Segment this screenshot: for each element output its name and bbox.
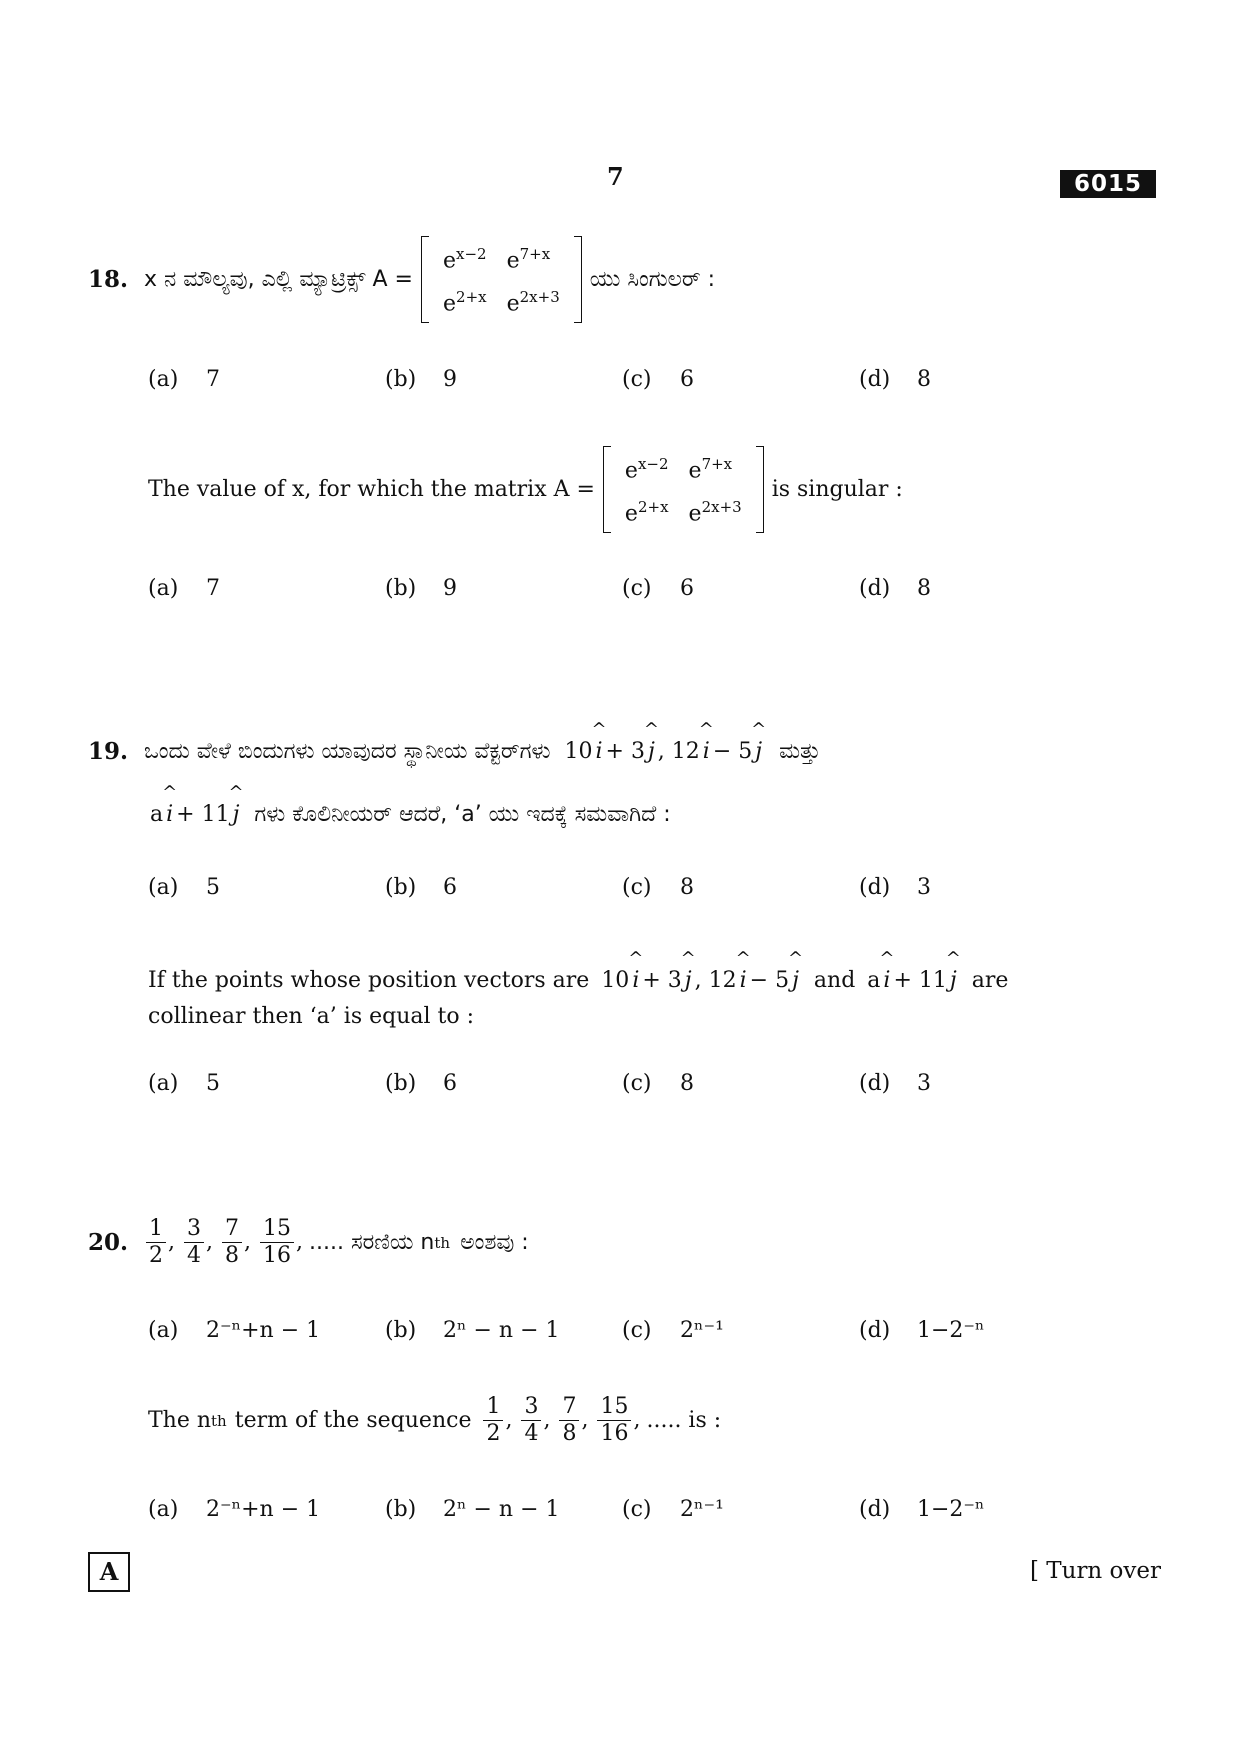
q18-kn-tail: ಯು ಸಿಂಗುಲರ್ : xyxy=(589,266,716,292)
matrix-a: $e^{x-2}$ $e^{7+x}$ $e^{2+x}$ $e^{2x+3}$ xyxy=(603,446,764,533)
q18-en-text: The value of x, for which the matrix A = xyxy=(148,476,595,502)
option-c: (c) 6 xyxy=(622,367,694,392)
q18-kn-text: x ನ ಮೌಲ್ಯವು, ಎಲ್ಲಿ ಮ್ಯಾಟ್ರಿಕ್ಸ್ A = xyxy=(144,266,413,292)
turn-over: [ Turn over xyxy=(1030,1558,1162,1584)
option-a: (a) 5 xyxy=(148,875,220,900)
question-number: 18. xyxy=(88,265,129,293)
option-a: (a) 7 xyxy=(148,367,220,392)
vector-expr: 10^ i + 3^ j , 12^ i − 5^ j xyxy=(601,968,802,993)
option-c: (c) 6 xyxy=(622,576,694,601)
option-a: (a) 7 xyxy=(148,576,220,601)
vector-expr: a^ i + 11^ j xyxy=(867,968,959,993)
option-b: (b) 2ⁿ − n − 1 xyxy=(385,1318,560,1343)
paper-code: 6015 xyxy=(1060,170,1156,198)
sequence: $\frac{1}{2}$ , $\frac{3}{4}$ , $\frac{7}{8}$ , $\frac{15}{16}$ , xyxy=(144,1216,303,1269)
option-d: (d) 3 xyxy=(859,875,931,900)
option-d: (d) 1−2⁻ⁿ xyxy=(859,1318,985,1343)
q19-en-are: are xyxy=(971,968,1009,993)
q18-english xyxy=(148,446,903,533)
q19-kn-tail: ಗಳು ಕೊಲಿನೀಯರ್ ಆದರೆ, ‘a’ ಯು ಇದಕ್ಕೆ ಸಮವಾಗಿದೆ : xyxy=(254,802,671,827)
question-number: 20. xyxy=(88,1229,129,1256)
q20-en-tail: ..... is : xyxy=(646,1408,722,1433)
q19-kn-and: ಮತ್ತು xyxy=(779,739,821,764)
q20-kn-text: ..... ಸರಣಿಯ n xyxy=(309,1230,435,1255)
q20-english: The n th term of the sequence $\frac{1}{2}$ , $\frac{3}{4}$ , $\frac{7}{8}$ , $\frac{15}{16}$ , ..... is : xyxy=(148,1394,722,1446)
q19-kannada-line1 xyxy=(88,738,821,765)
option-d: (d) 3 xyxy=(859,1071,931,1096)
q19-en-line2: collinear then ‘a’ is equal to : xyxy=(148,1004,475,1029)
question-number: 19. xyxy=(88,738,129,765)
q20-kn-tail: ಅಂಶವು : xyxy=(460,1230,529,1255)
q19-english-line1 xyxy=(148,968,1008,993)
series-box: A xyxy=(88,1552,130,1592)
vector-expr: 10^ i + 3^ j , 12^ i − 5^ j xyxy=(564,739,765,764)
q18-en-tail: is singular : xyxy=(771,476,903,502)
page-number: 7 xyxy=(607,162,624,191)
matrix-a: $e^{x-2}$ $e^{7+x}$ $e^{2+x}$ $e^{2x+3}$ xyxy=(421,236,582,323)
option-a: (a) 5 xyxy=(148,1071,220,1096)
option-b: (b) 6 xyxy=(385,875,457,900)
q19-kannada-line2 xyxy=(150,802,671,827)
q19-en-and: and xyxy=(813,968,856,993)
q19-en-text: If the points whose position vectors are xyxy=(148,968,590,993)
sequence: $\frac{1}{2}$ , $\frac{3}{4}$ , $\frac{7}{8}$ , $\frac{15}{16}$ , xyxy=(481,1394,640,1447)
q19-kn-text: ಒಂದು ವೇಳೆ ಬಿಂದುಗಳು ಯಾವುದರ ಸ್ಥಾನೀಯ ವೆಕ್ಟರ್‌ಗಳು xyxy=(144,739,551,764)
q20-en-text: The n xyxy=(148,1408,212,1433)
option-c: (c) 2ⁿ⁻¹ xyxy=(622,1318,724,1343)
option-d: (d) 1−2⁻ⁿ xyxy=(859,1497,985,1522)
option-b: (b) 9 xyxy=(385,367,457,392)
option-b: (b) 2ⁿ − n − 1 xyxy=(385,1497,560,1522)
option-b: (b) 9 xyxy=(385,576,457,601)
q18-kannada xyxy=(88,236,715,323)
option-d: (d) 8 xyxy=(859,367,931,392)
vector-expr: a^ i + 11^ j xyxy=(150,802,242,827)
q20-kannada: 20. $\frac{1}{2}$ , $\frac{3}{4}$ , $\frac{7}{8}$ , $\frac{15}{16}$ , ..... ಸರಣಿಯ n th ಅಂಶವು : xyxy=(88,1216,529,1268)
option-c: (c) 2ⁿ⁻¹ xyxy=(622,1497,724,1522)
option-c: (c) 8 xyxy=(622,875,694,900)
option-c: (c) 8 xyxy=(622,1071,694,1096)
option-d: (d) 8 xyxy=(859,576,931,601)
option-a: (a) 2⁻ⁿ+n − 1 xyxy=(148,1497,321,1522)
option-b: (b) 6 xyxy=(385,1071,457,1096)
option-a: (a) 2⁻ⁿ+n − 1 xyxy=(148,1318,321,1343)
